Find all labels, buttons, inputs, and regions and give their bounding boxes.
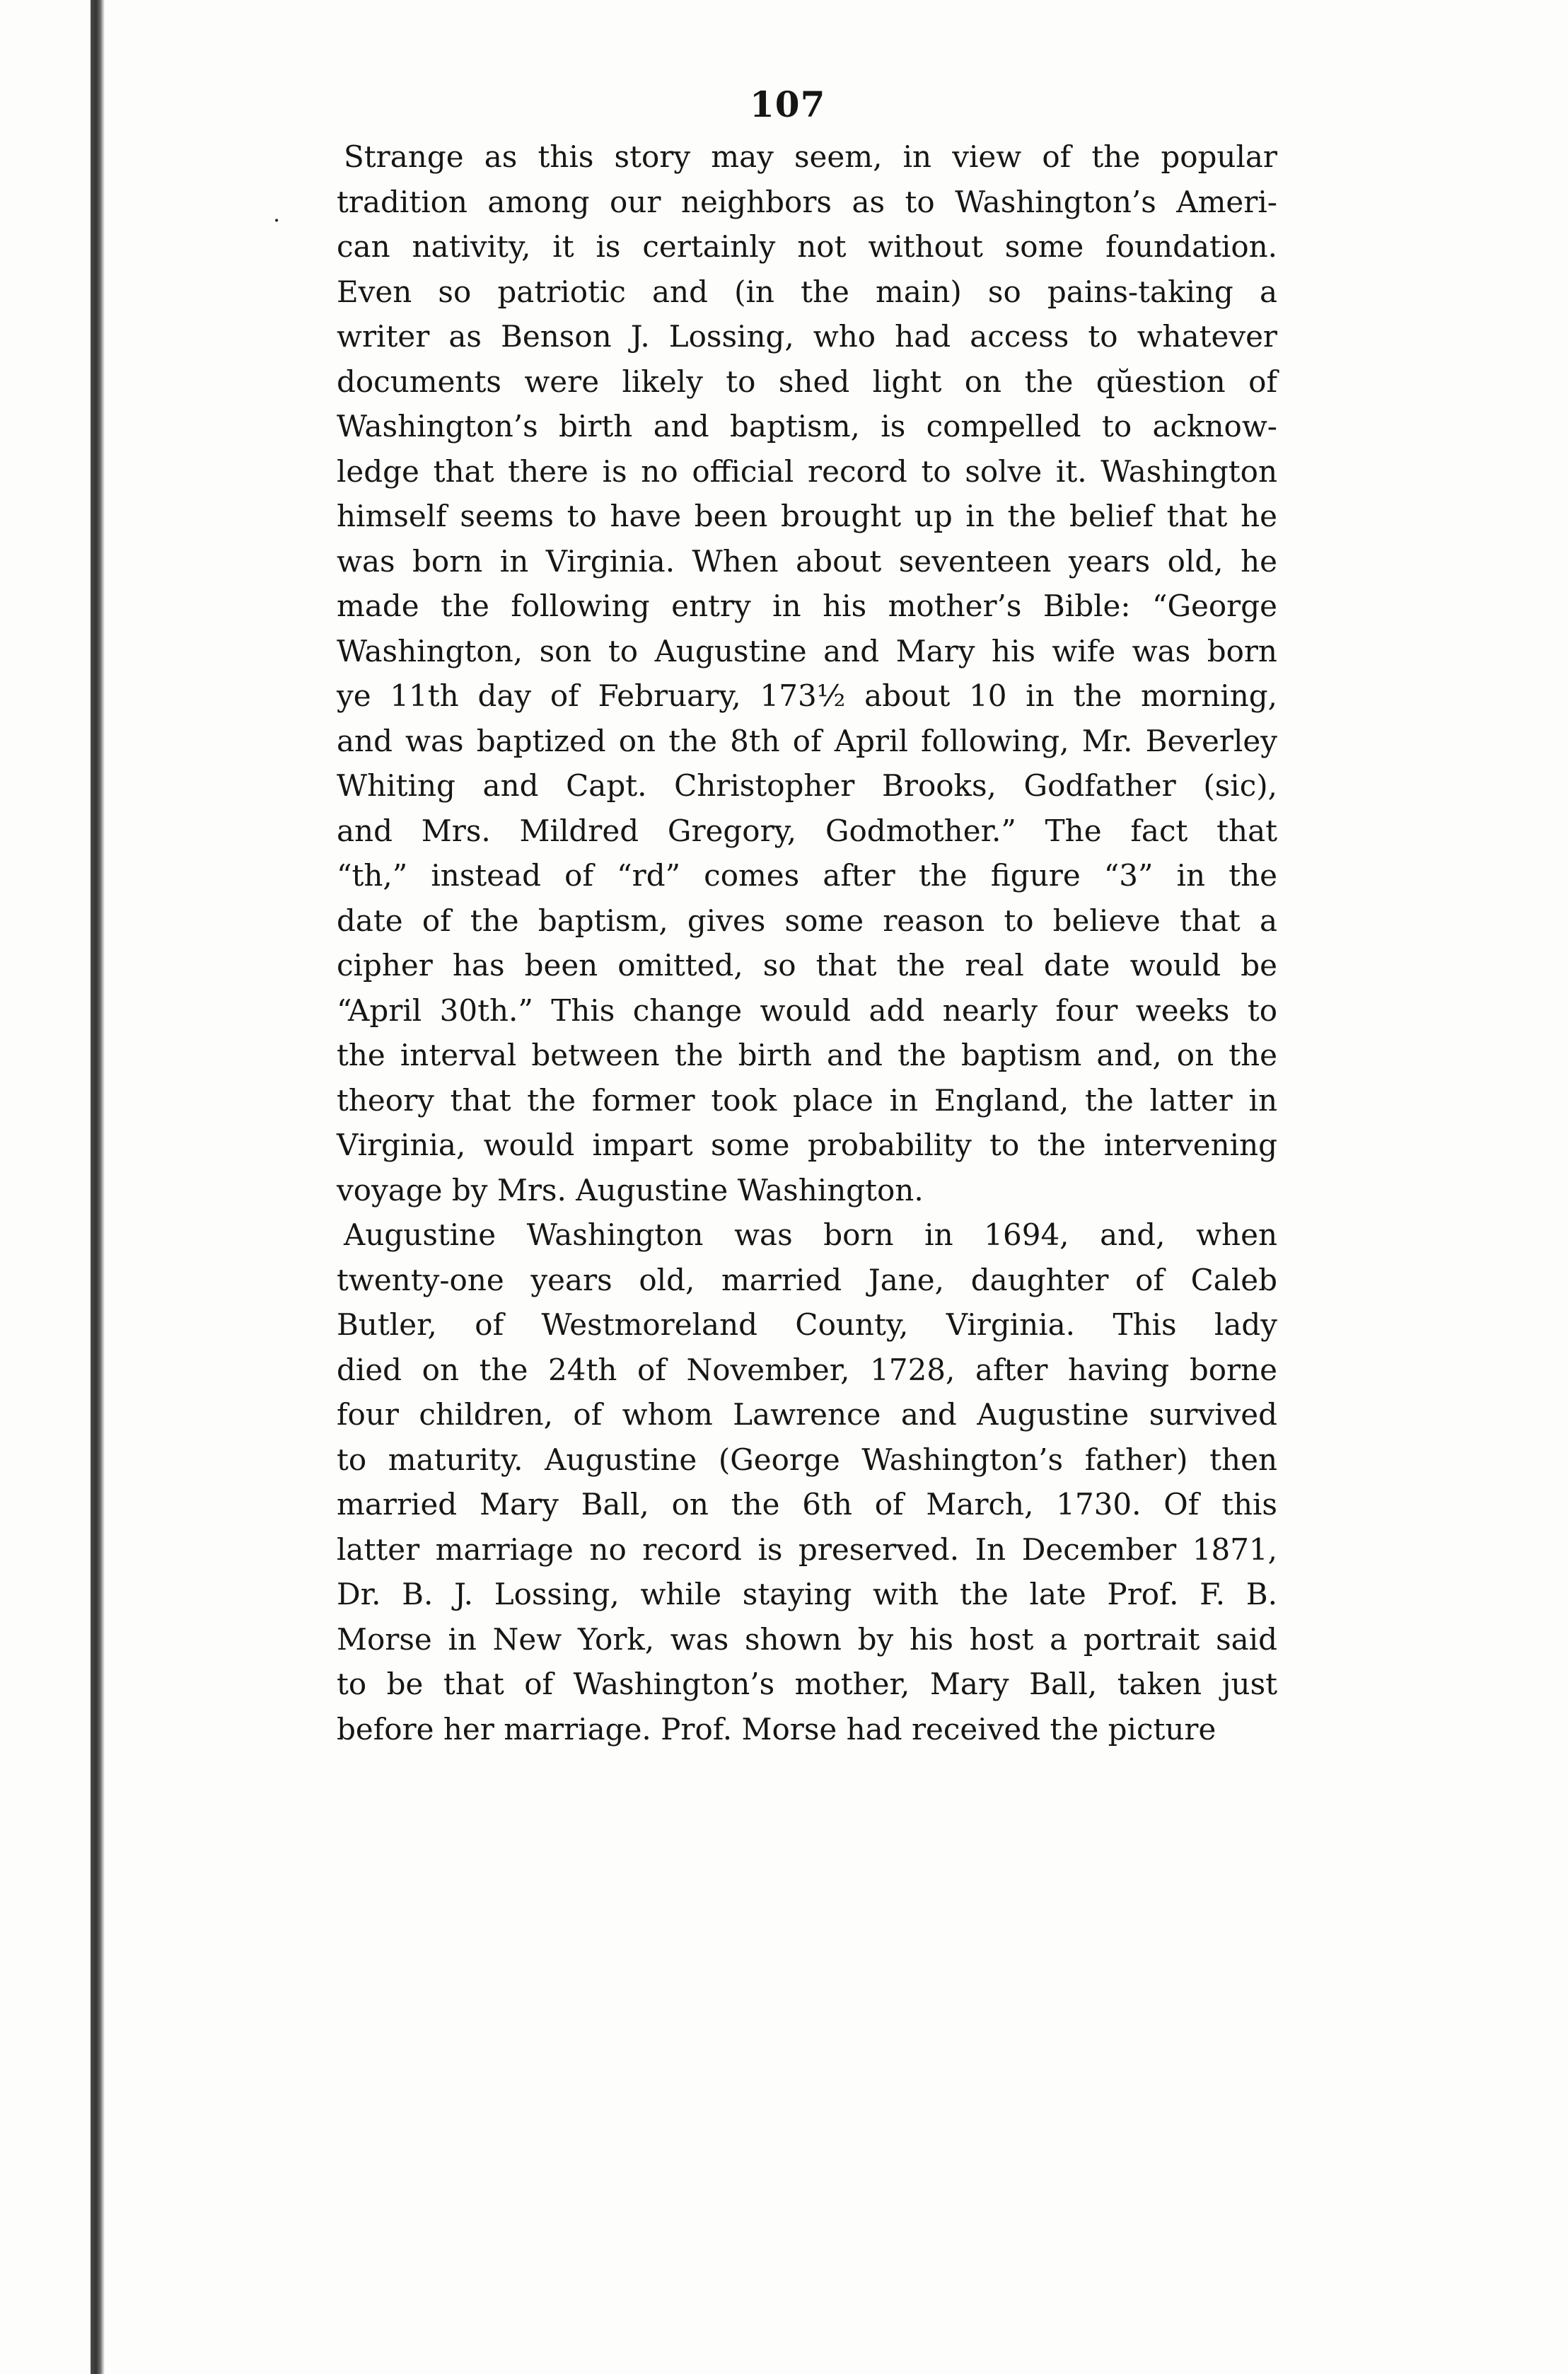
text-line: was born in Virginia. When about seventeen years old, he bbox=[337, 543, 1277, 579]
paragraph bbox=[337, 134, 1277, 1212]
text-line: voyage by Mrs. Augustine Washington. bbox=[337, 1172, 924, 1208]
text-line: Washington, son to Augustine and Mary his wife was born bbox=[337, 633, 1277, 668]
text-line: ledge that there is no official record to solve it. Washington bbox=[337, 453, 1277, 489]
text-line: latter marriage no record is preserved. In December 1871, bbox=[337, 1531, 1277, 1567]
page-binding-edge bbox=[91, 0, 105, 2374]
text-line: married Mary Ball, on the 6th of March, 1730. Of this bbox=[337, 1487, 1277, 1522]
text-line: Butler, of Westmoreland County, Virginia. This lady bbox=[337, 1307, 1277, 1342]
text-line: Whiting and Capt. Christopher Brooks, Godfather (sic), bbox=[337, 768, 1277, 803]
text-line: died on the 24th of November, 1728, after having borne bbox=[337, 1352, 1277, 1387]
text-line: Dr. B. J. Lossing, while staying with the late Prof. F. B. bbox=[337, 1577, 1277, 1611]
text-line: ye 11th day of February, 173½ about 10 in the morning, bbox=[337, 678, 1277, 713]
paragraph bbox=[337, 1212, 1277, 1751]
page-number: 107 bbox=[750, 83, 826, 125]
text-line: can nativity, it is certainly not without some foundation. bbox=[337, 229, 1277, 264]
text-line: date of the baptism, gives some reason to believe that a bbox=[337, 903, 1277, 938]
text-line: to maturity. Augustine (George Washington’s father) then bbox=[337, 1442, 1277, 1477]
text-line: Strange as this story may seem, in view of the popular bbox=[344, 139, 1277, 174]
text-line: and Mrs. Mildred Gregory, Godmother.” The fact that bbox=[337, 813, 1277, 848]
text-line: Even so patriotic and (in the main) so pains-taking a bbox=[337, 274, 1277, 309]
text-line: tradition among our neighbors as to Washington’s Ameri- bbox=[337, 184, 1277, 219]
text-line: documents were likely to shed light on the qŭestion of bbox=[337, 364, 1277, 399]
text-line: “April 30th.” This change would add nearly four weeks to bbox=[337, 992, 1277, 1028]
text-line: theory that the former took place in England, the latter in bbox=[337, 1082, 1277, 1118]
text-line: himself seems to have been brought up in the belief that he bbox=[337, 499, 1277, 533]
text-line: made the following entry in his mother’s Bible: “George bbox=[337, 589, 1277, 623]
text-line: Morse in New York, was shown by his host a portrait said bbox=[337, 1621, 1277, 1657]
text-line: to be that of Washington’s mother, Mary Ball, taken just bbox=[337, 1667, 1277, 1701]
stray-mark: . bbox=[273, 200, 281, 227]
text-line: writer as Benson J. Lossing, who had access to whatever bbox=[337, 319, 1277, 354]
text-block bbox=[337, 134, 1277, 1751]
text-line: the interval between the birth and the baptism and, on the bbox=[337, 1038, 1277, 1072]
text-line: “th,” instead of “rd” comes after the figure “3” in the bbox=[337, 858, 1277, 893]
text-line: and was baptized on the 8th of April following, Mr. Beverley bbox=[337, 723, 1277, 758]
text-line: Virginia, would impart some probability to the intervening bbox=[337, 1128, 1277, 1162]
text-line: before her marriage. Prof. Morse had received the picture bbox=[337, 1711, 1216, 1747]
text-line: cipher has been omitted, so that the real date would be bbox=[337, 948, 1277, 983]
text-line: Augustine Washington was born in 1694, and, when bbox=[344, 1217, 1277, 1252]
text-line: four children, of whom Lawrence and Augustine survived bbox=[337, 1397, 1277, 1432]
text-line: Washington’s birth and baptism, is compelled to acknow- bbox=[337, 409, 1277, 444]
text-line: twenty-one years old, married Jane, daughter of Caleb bbox=[337, 1262, 1277, 1297]
